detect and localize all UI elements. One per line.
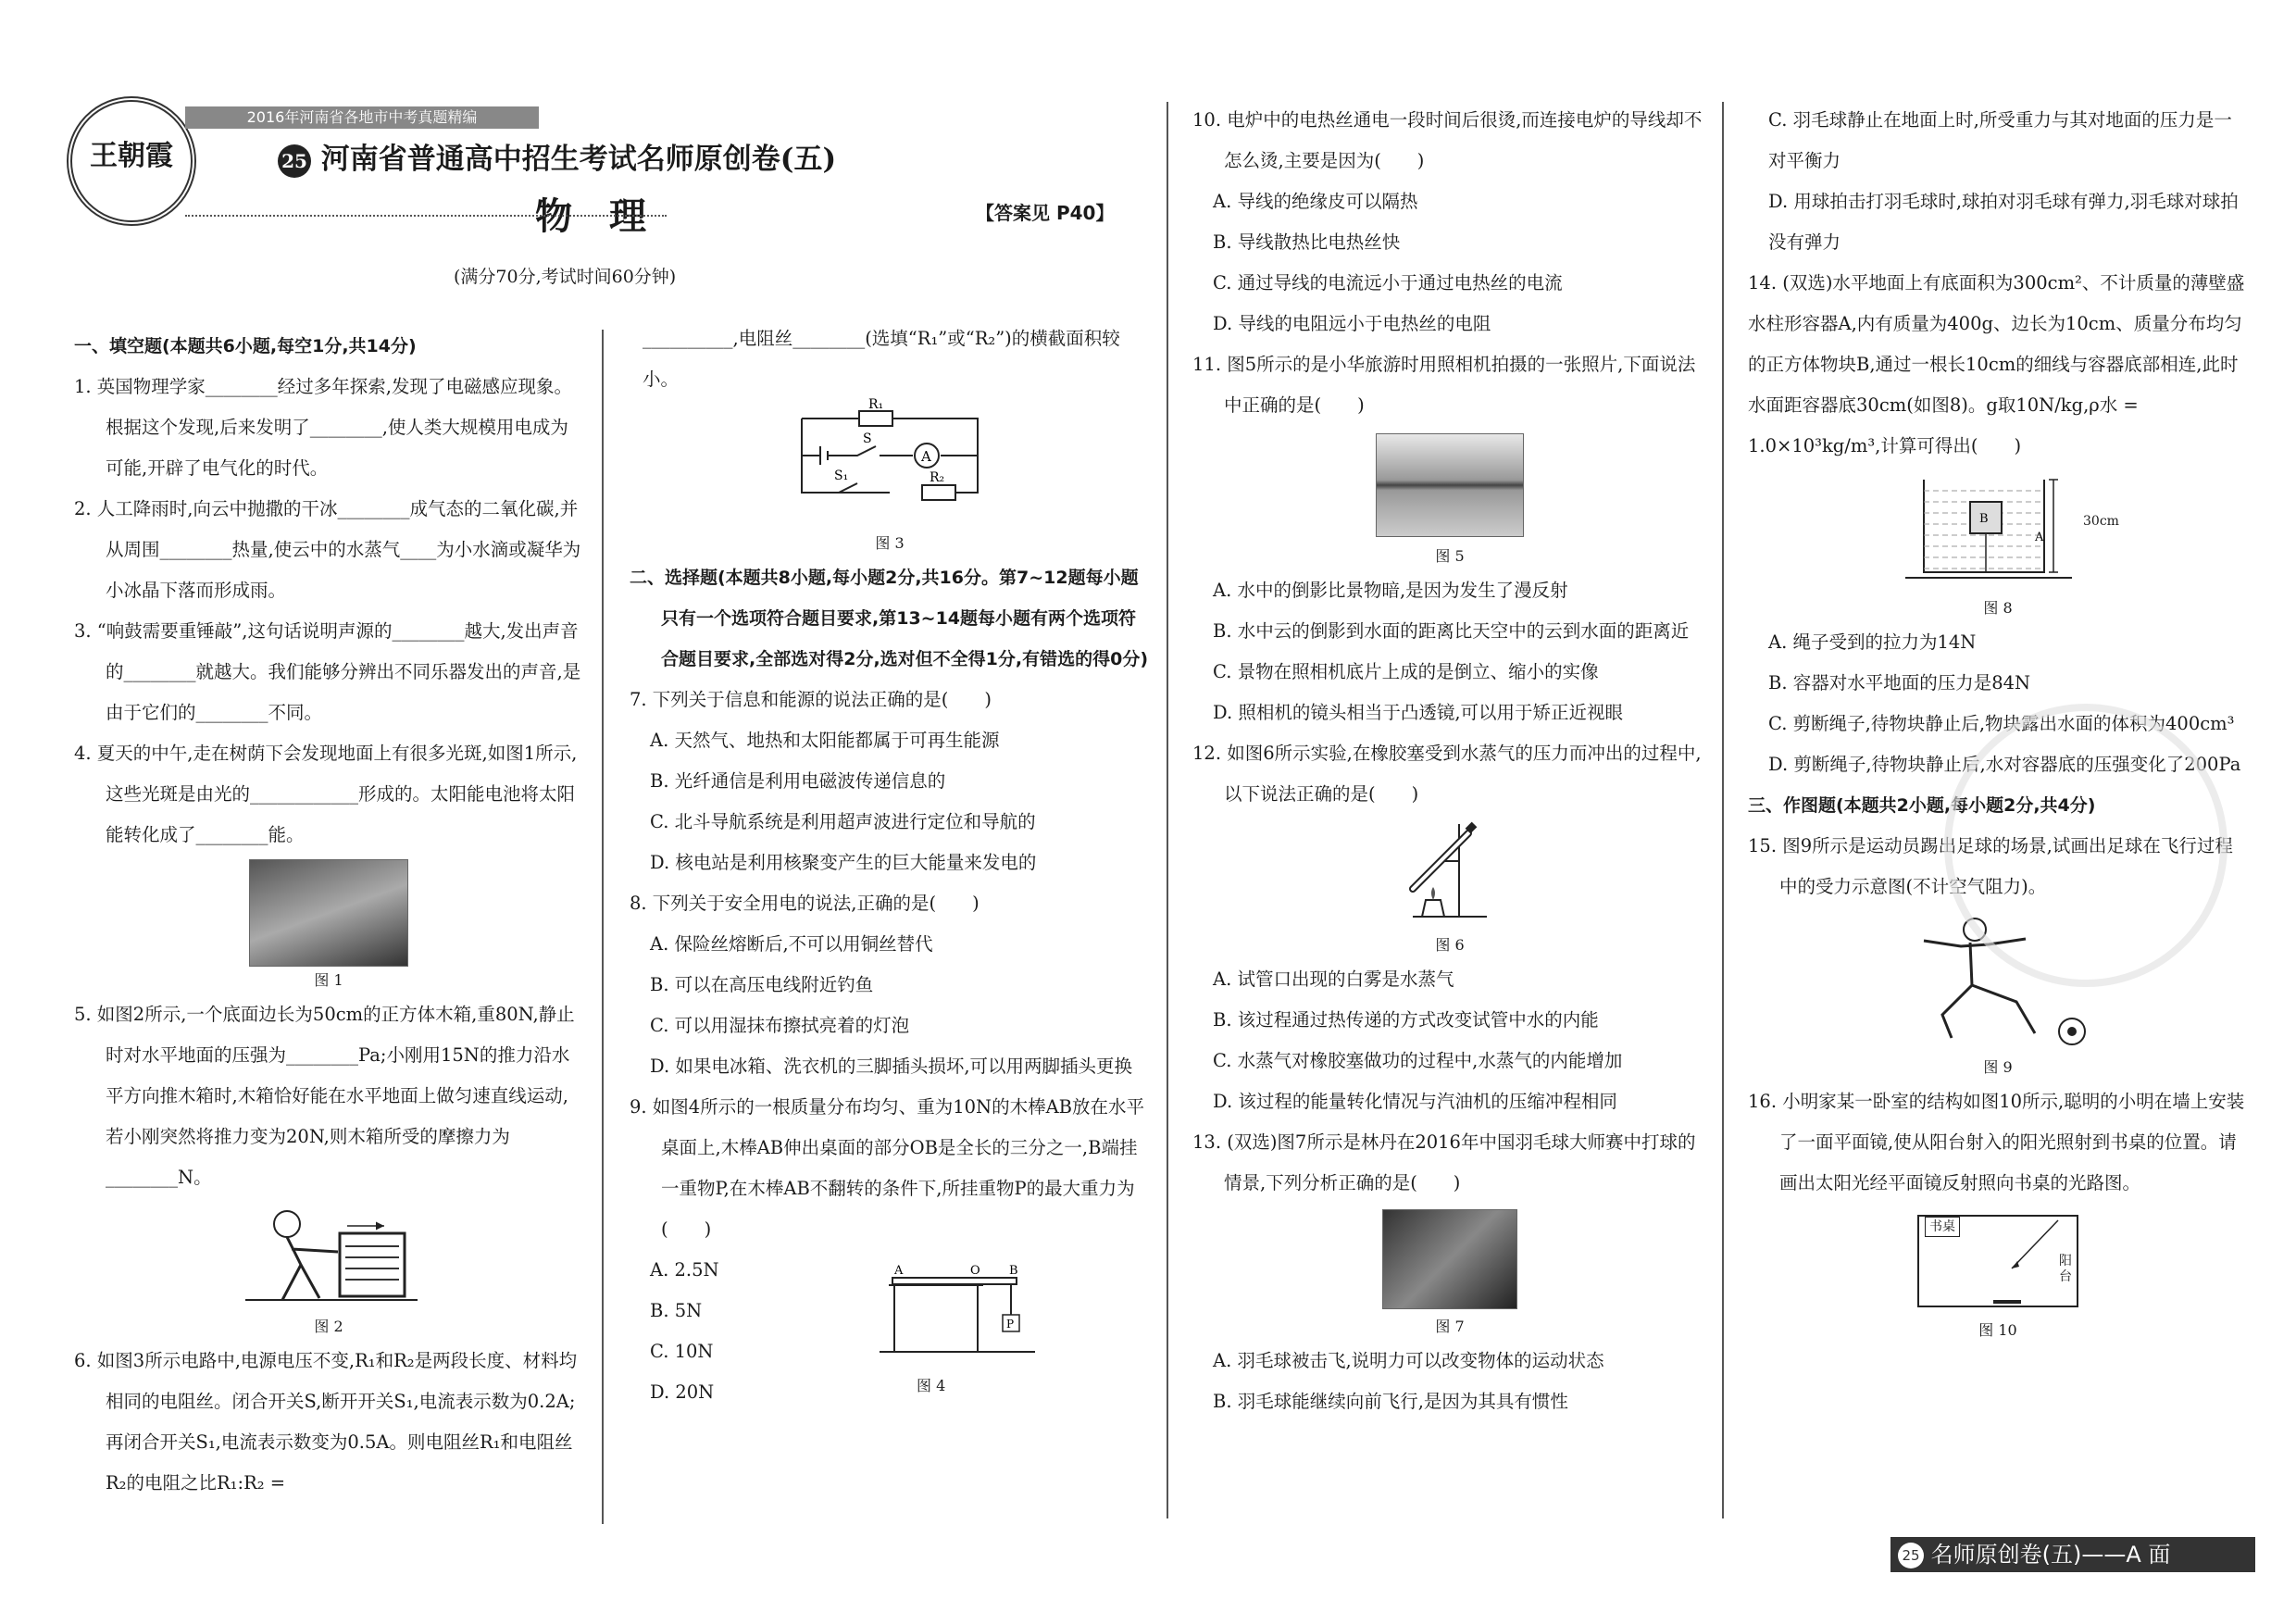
tree-shade-photo (249, 859, 408, 967)
container-block-drawing (1896, 476, 2100, 591)
figure-2 (74, 1198, 583, 1313)
q13-option-c: C. 羽毛球静止在地面上时,所受重力与其对地面的压力是一对平衡力 (1768, 109, 2232, 171)
exam-info: (满分70分,考试时间60分钟) (454, 267, 677, 287)
answer-ref: 【答案见 P40】 (976, 202, 1115, 224)
column-divider-1 (602, 330, 604, 1524)
figure-3 (630, 397, 1150, 530)
q12-option-c: C. 水蒸气对橡胶塞做功的过程中,水蒸气的内能增加 (1213, 1050, 1623, 1071)
question-3: 3. “响鼓需要重锤敲”,这句话说明声源的________越大,发出声音的________就越大。我们能够分辨出不同乐器发出的声音,是由于它们的________不同。 (74, 620, 581, 723)
q7-option-a: A. 天然气、地热和太阳能都属于可再生能源 (650, 730, 1000, 751)
q7-option-d: D. 核电站是利用核聚变产生的巨大能量来发电的 (650, 852, 1037, 873)
figure-10-caption: 图 10 (1978, 1321, 2017, 1339)
figure-1-caption: 图 1 (314, 971, 343, 989)
section-fill-in: 一、填空题(本题共6小题,每空1分,共14分) (74, 336, 417, 356)
footer-number-badge: 25 (1898, 1543, 1924, 1568)
q9-option-d: D. 20N (650, 1381, 715, 1403)
figure-5 (1192, 433, 1707, 543)
figure-9-caption: 图 9 (1983, 1058, 2013, 1076)
q11-option-a: A. 水中的倒影比景物暗,是因为发生了漫反射 (1213, 580, 1568, 601)
svg-text:P: P (1006, 1318, 1015, 1331)
q9-options-row (630, 1250, 1150, 1413)
figure-8 (1748, 476, 2248, 594)
q9-option-c: C. 10N (650, 1341, 714, 1362)
q7-option-b: B. 光纤通信是利用电磁波传递信息的 (650, 770, 946, 792)
question-11: 11. 图5所示的是小华旅游时用照相机拍摄的一张照片,下面说法中正确的是( ) (1192, 354, 1696, 416)
watermark-seal (1944, 704, 2227, 987)
badminton-photo (1382, 1209, 1517, 1309)
series-text: 2016年河南省各地市中考真题精编 (246, 108, 478, 126)
figure-6 (1192, 815, 1707, 931)
q14-option-d: D. 剪断绳子,待物块静止后,水对容器底的压强变化了200Pa (1768, 754, 2241, 775)
figure-10 (1748, 1215, 2248, 1317)
question-12: 12. 如图6所示实验,在橡胶塞受到水蒸气的压力而冲出的过程中,以下说法正确的是( ) (1192, 743, 1702, 805)
question-6: 6. 如图3所示电路中,电源电压不变,R₁和R₂是两段长度、材料均相同的电阻丝。闭合开关S,断开开关S₁,电流表示数为0.2A;再闭合开关S₁,电流表示数变为0.5A。则电阻丝R₁和电阻丝R₂的电阻之比R₁:R₂ = (74, 1350, 578, 1493)
column-3 (1192, 100, 1707, 1422)
lever-table-drawing (880, 1263, 1037, 1365)
figure-4-caption: 图 4 (917, 1377, 946, 1394)
q14-option-b: B. 容器对水平地面的压力是84N (1768, 672, 2031, 694)
svg-text:S: S (863, 431, 872, 446)
push-box-drawing (236, 1198, 421, 1309)
svg-text:B: B (1979, 512, 1989, 526)
svg-text:R₁: R₁ (868, 397, 884, 412)
logo-text: 王朝霞 (90, 140, 173, 172)
svg-text:O: O (970, 1264, 980, 1278)
sunlight-arrow (1919, 1217, 2077, 1306)
figure-2-caption: 图 2 (314, 1318, 343, 1335)
figure-3-caption: 图 3 (875, 534, 905, 552)
series-bar (185, 106, 539, 129)
test-tube-drawing (1394, 815, 1505, 926)
figure-7 (1192, 1209, 1707, 1313)
question-10: 10. 电炉中的电热丝通电一段时间后很烫,而连接电炉的导线却不怎么烫,主要是因为( ) (1192, 109, 1703, 171)
column-2 (630, 319, 1150, 1413)
column-divider-2 (1167, 102, 1168, 1518)
q10-option-c: C. 通过导线的电流远小于通过电热丝的电流 (1213, 272, 1563, 294)
paper-title: 河南省普通高中招生考试名师原创卷(五) (320, 143, 837, 176)
section-choice: 二、选择题(本题共8小题,每小题2分,共16分。第7~12题每小题只有一个选项符合题目要求,第13~14题每小题有两个选项符合题目要求,全部选对得2分,选对但不全得1分,有错选的得0分) (630, 568, 1148, 669)
footer-bar (1890, 1537, 2255, 1572)
question-1: 1. 英国物理学家________经过多年探索,发现了电磁感应现象。根据这个发现,后来发明了________,使人类大规模用电成为可能,开辟了电气化的时代。 (74, 376, 573, 479)
q9-option-a: A. 2.5N (650, 1259, 719, 1281)
q10-option-d: D. 导线的电阻远小于电热丝的电阻 (1213, 313, 1491, 334)
paper-number-badge: 25 (278, 144, 311, 178)
q13-option-a: A. 羽毛球被击飞,说明力可以改变物体的运动状态 (1213, 1350, 1604, 1371)
question-6-continued: __________,电阻丝________(选填“R₁”或“R₂”)的横截面积较小。 (643, 328, 1120, 390)
q14-option-c: C. 剪断绳子,待物块静止后,物块露出水面的体积为400cm³ (1768, 713, 2235, 734)
circuit-diagram (783, 397, 996, 520)
desk-label: 书桌 (1925, 1217, 1960, 1237)
paper-title-row (278, 139, 836, 180)
svg-text:B: B (1009, 1264, 1018, 1278)
section-drawing: 三、作图题(本题共2小题,每小题2分,共4分) (1748, 795, 2096, 816)
figure-1 (74, 859, 583, 967)
figure-7-caption: 图 7 (1435, 1318, 1465, 1335)
q12-option-b: B. 该过程通过热传递的方式改变试管中水的内能 (1213, 1009, 1599, 1031)
q12-option-a: A. 试管口出现的白雾是水蒸气 (1213, 968, 1454, 990)
figure-6-caption: 图 6 (1435, 936, 1465, 954)
question-2: 2. 人工降雨时,向云中抛撒的干冰________成气态的二氧化碳,并从周围________热量,使云中的水蒸气____为小水滴或凝华为小冰晶下落而形成雨。 (74, 498, 581, 601)
q11-option-c: C. 景物在照相机底片上成的是倒立、缩小的实像 (1213, 661, 1599, 682)
column-divider-3 (1722, 102, 1724, 1518)
svg-text:A: A (894, 1264, 904, 1278)
figure-4 (880, 1263, 1037, 1380)
column-4 (1748, 100, 2248, 1344)
figure-8-caption: 图 8 (1983, 599, 2013, 617)
question-15: 15. 图9所示是运动员踢出足球的场景,试画出足球在飞行过程中的受力示意图(不计空气阻力)。 (1748, 835, 2233, 897)
q11-option-d: D. 照相机的镜头相当于凸透镜,可以用于矫正近视眼 (1213, 702, 1624, 723)
svg-text:R₂: R₂ (930, 470, 945, 485)
footer-label: 名师原创卷(五)——A 面 (1930, 1542, 2171, 1568)
question-13: 13. (双选)图7所示是林丹在2016年中国羽毛球大师赛中打球的情景,下列分析正确的是( ) (1192, 1131, 1696, 1193)
question-9: 9. 如图4所示的一根质量分布均匀、重为10N的木棒AB放在水平桌面上,木棒AB伸出桌面的部分OB是全长的三分之一,B端挂一重物P,在木棒AB不翻转的条件下,所挂重物P的最大重力为( ) (630, 1096, 1144, 1240)
question-8: 8. 下列关于安全用电的说法,正确的是( ) (630, 893, 980, 914)
question-14: 14. (双选)水平地面上有底面积为300cm²、不计质量的薄壁盛水柱形容器A,内有质量为400g、边长为10cm、质量分布均匀的正方体物块B,通过一根长10cm的细线与容器底部相连,此时水面距容器底30cm(如图8)。g取10N/kg,ρ水 = 1.0×10³kg/m³,计算可得出( ) (1748, 272, 2245, 456)
question-4: 4. 夏天的中午,走在树荫下会发现地面上有很多光斑,如图1所示,这些光斑是由光的____________形成的。太阳能电池将太阳能转化成了________能。 (74, 743, 578, 845)
logo (67, 96, 196, 226)
q8-option-d: D. 如果电冰箱、洗衣机的三脚插头损坏,可以用两脚插头更换 (650, 1056, 1133, 1077)
balcony-label: 阳台 (2059, 1254, 2072, 1284)
q14-option-a: A. 绳子受到的拉力为14N (1768, 631, 1977, 653)
figure-8-height-label: 30cm (2083, 514, 2119, 529)
q12-option-d: D. 该过程的能量转化情况与汽油机的压缩冲程相同 (1213, 1091, 1617, 1112)
question-5: 5. 如图2所示,一个底面边长为50cm的正方体木箱,重80N,静止时对水平地面的压强为________Pa;小刚用15N的推力沿水平方向推木箱时,木箱恰好能在水平地面上做匀速直线运动,若小刚突然将推力变为20N,则木箱所受的摩擦力为________N。 (74, 1004, 575, 1188)
q11-option-b: B. 水中云的倒影到水面的距离比天空中的云到水面的距离近 (1213, 620, 1690, 642)
lake-reflection-photo (1376, 433, 1524, 537)
q13-option-b: B. 羽毛球能继续向前飞行,是因为其具有惯性 (1213, 1391, 1568, 1412)
svg-text:A: A (921, 448, 931, 465)
figure-5-caption: 图 5 (1435, 547, 1465, 565)
q8-option-b: B. 可以在高压电线附近钓鱼 (650, 974, 874, 995)
svg-text:A: A (2035, 531, 2044, 544)
q10-option-a: A. 导线的绝缘皮可以隔热 (1213, 191, 1418, 212)
svg-text:S₁: S₁ (834, 469, 849, 483)
q8-option-a: A. 保险丝熔断后,不可以用铜丝替代 (650, 933, 933, 955)
column-1 (74, 326, 583, 1504)
q7-option-c: C. 北斗导航系统是利用超声波进行定位和导航的 (650, 811, 1036, 832)
question-7: 7. 下列关于信息和能源的说法正确的是( ) (630, 689, 992, 710)
question-16: 16. 小明家某一卧室的结构如图10所示,聪明的小明在墙上安装了一面平面镜,使从阳台射入的阳光照射到书桌的位置。请画出太阳光经平面镜反射照向书桌的光路图。 (1748, 1091, 2245, 1193)
q13-option-d: D. 用球拍击打羽毛球时,球拍对羽毛球有弹力,羽毛球对球拍没有弹力 (1768, 191, 2239, 253)
q9-option-b: B. 5N (650, 1300, 703, 1321)
q10-option-b: B. 导线散热比电热丝快 (1213, 231, 1401, 253)
dotted-rule (185, 215, 667, 217)
room-plan (1917, 1215, 2078, 1307)
q8-option-c: C. 可以用湿抹布擦拭亮着的灯泡 (650, 1015, 910, 1036)
subject-title: 物 理 (535, 194, 646, 238)
